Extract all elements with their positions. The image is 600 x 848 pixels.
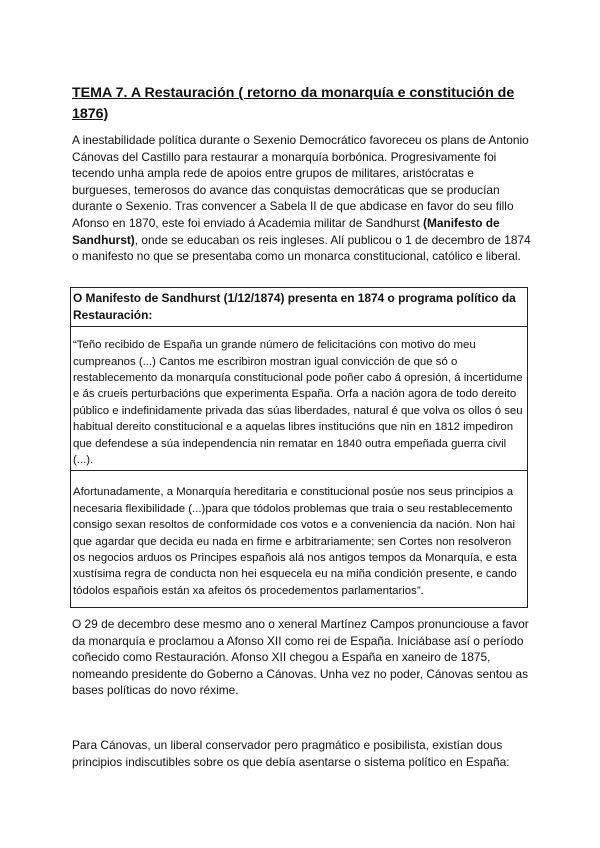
intro-text-start: A inestabilidade política durante o Sexenio Democrático favoreceu os plans de Antonio Cánovas del Castillo para restaurar a monarquía borbónica. Progresivamente foi tecendo unha ampla rede de apoios entre grupos de militares, aristócratas e burgueses, temerosos do avance das conquistas democráticas que se producían durante o Sexenio. Tras convencer a Sabela II de que abdicase en favor do seu fillo Afonso en 1870, este foi enviado á Academia militar de Sandhurst <box>72 133 529 230</box>
intro-paragraph <box>72 132 532 265</box>
manifesto-quote-part-2: Afortunadamente, a Monarquía hereditaria e constitucional posúe nos seus principios a necesaria flexibilidade (...)para que tódolos problemas que traia o seu restablecemento consigo sexan resoltos de conformidade cos votos e a conveniencia da nación. Non hai que agardar que decida eu nada en firme e arbitrariamente; sen Cortes non resolveron os negocios arduos os Principes españois alá nos antigos tempos da Monarquía, e esta xustísima regra de conducta non hei esquecela eu na miña condición presente, e cando tódolos españois están xa afeitos ós procedementos parlamentarios”. <box>71 470 527 607</box>
intro-text-end: , onde se educaban os reis ingleses. Alí publicou o 1 de decembro de 1874 o manifesto no que se presentaba como un monarca constitucional, católico e liberal. <box>72 232 531 264</box>
document-title: TEMA 7. A Restauración ( retorno da monarquía e constitución de 1876) <box>72 85 515 122</box>
restoration-paragraph: O 29 de decembro dese mesmo ano o xeneral Martínez Campos pronunciouse a favor da monarquía e proclamou a Afonso XII como rei de España. Iniciábase así o período coñecido como Restauración. Afonso XII chegou a España en xaneiro de 1875, nomeando presidente do Goberno a Cánovas. Unha vez no poder, Cánovas sentou as bases políticas do novo réxime. <box>72 617 529 698</box>
manifesto-heading: O Manifesto de Sandhurst (1/12/1874) presenta en 1874 o programa político da Restauración: <box>71 288 527 327</box>
manifesto-table <box>70 287 528 608</box>
canovas-paragraph: Para Cánovas, un liberal conservador pero pragmático e posibilista, existían dous principios indiscutibles sobre os que debía asentarse o sistema político en España: <box>72 738 510 769</box>
manifesto-quote-part-1: “Teño recibido de España un grande número de felicitacións con motivo do meu cumpreanos (...) Cantos me escribiron mostran igual convicción de que só o restablecemento da monarquía constitucional pode poñer cabo á opresión, á incertidume e ás crueis perturbacións que experimenta España. Orfa a nación agora de todo dereito público e indefinidamente privada das súas liberdades, natural é que volva os ollos ó seu habitual dereito constitucional e a aquelas libres institucións que nin en 1812 impediron que defendese a súa independencia nin rematar en 1840 outra empeñada guerra civil (...). <box>73 339 523 467</box>
intro-bold-text: (Manifesto de Sandhurst) <box>72 215 500 247</box>
